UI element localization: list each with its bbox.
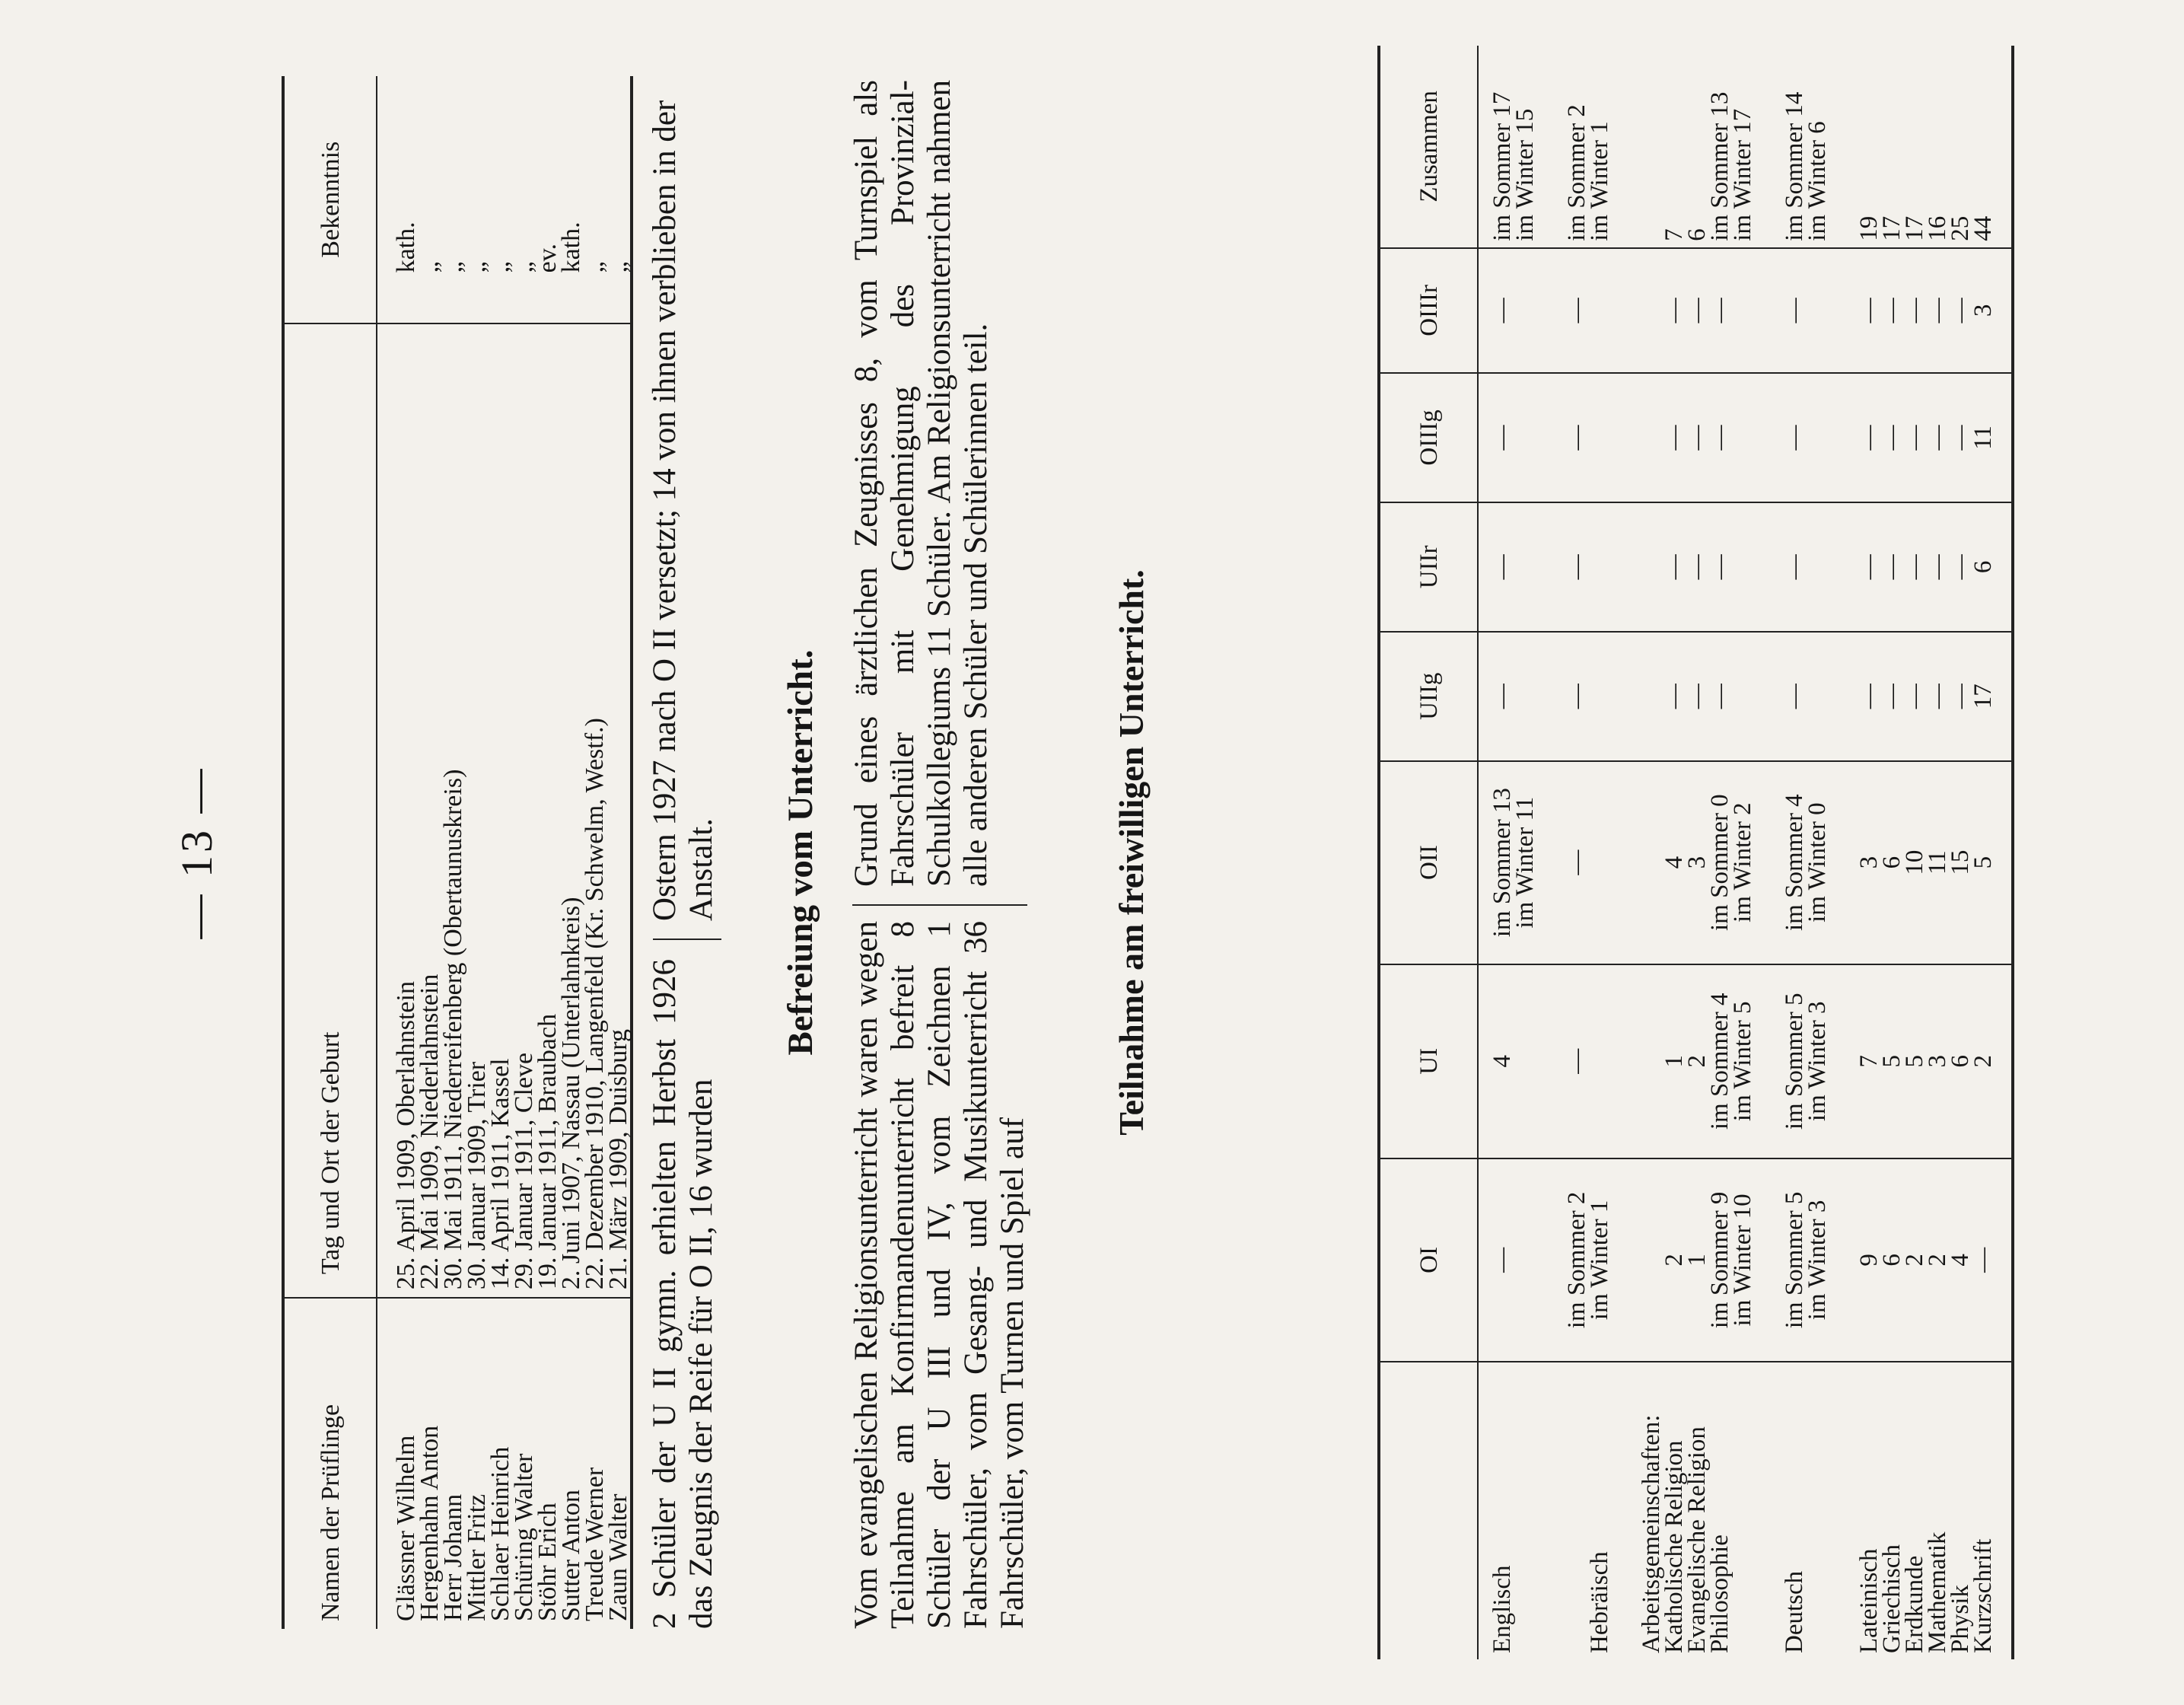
cell-value: 9 <box>1855 1254 1883 1267</box>
cell-OII <box>1628 761 1771 964</box>
cell-value: — <box>1781 554 1808 580</box>
examinee-name: Sutter Anton <box>557 1490 585 1621</box>
cell-OII <box>1478 761 1553 964</box>
subject-label: Griechisch <box>1878 1544 1905 1653</box>
cell-value: — <box>1683 298 1711 323</box>
examinee-name: Stöhr Erich <box>533 1503 562 1621</box>
header-OIIIg: OIIIg <box>1379 373 1478 502</box>
cell-value: 2 <box>1901 1254 1928 1267</box>
cell-OII <box>1845 761 2013 964</box>
cell-value: im Sommer 17 <box>1488 91 1516 241</box>
cell-value: — <box>1660 298 1688 323</box>
cell-UIIg <box>1771 632 1845 761</box>
header-total: Zusammen <box>1379 46 1478 248</box>
cell-OI <box>1478 1158 1553 1362</box>
cell-value <box>1640 768 1663 958</box>
cell-value: 6 <box>1683 228 1711 241</box>
cell-value <box>1640 255 1663 366</box>
paragraph-1-left: 2 Schüler der U II gymn. erhielten Herbst 1926 das Zeugnis der Reife für O II, 16 wurden <box>647 959 719 1629</box>
cell-value: 16 <box>1924 215 1951 241</box>
examinee-birth: 14. April 1911, Kassel <box>486 1058 514 1290</box>
cell-value: — <box>1660 425 1688 451</box>
examinee-confession: „ <box>463 261 491 273</box>
cell-value: 11 <box>1969 425 1997 450</box>
examinee-birth: 21. März 1909, Duisburg <box>604 1028 632 1290</box>
cell-value: — <box>1878 298 1905 323</box>
column-divider <box>852 904 1027 906</box>
subject-label: Physik <box>1947 1585 1974 1653</box>
cell-value: — <box>1947 554 1974 580</box>
cell-value: — <box>1488 298 1516 323</box>
cell-UIIr <box>1771 502 1845 632</box>
cell-value: — <box>1878 425 1905 451</box>
cell-UI <box>1478 964 1553 1158</box>
subject-label: Englisch <box>1488 1565 1516 1653</box>
cell-value: — <box>1901 684 1928 709</box>
cell-value: — <box>1781 425 1808 451</box>
cell-UIIr <box>1553 502 1628 632</box>
cell-OI <box>1771 1158 1845 1362</box>
cell-value: 3 <box>1683 856 1711 869</box>
table-row <box>1553 46 1628 1659</box>
cell-value: 1 <box>1683 1254 1711 1267</box>
cell-UIIg <box>1845 632 2013 761</box>
cell-value: im Winter 1 <box>1586 1200 1613 1321</box>
examinees-table <box>282 76 633 1629</box>
birth-column <box>377 323 632 1298</box>
cell-value: 3 <box>1924 1055 1951 1068</box>
cell-value: im Winter 3 <box>1804 1001 1831 1122</box>
subject-label: Erdkunde <box>1901 1555 1928 1653</box>
cell-value <box>1640 380 1663 496</box>
cell-value: 5 <box>1969 856 1997 869</box>
cell-value: 11 <box>1924 850 1951 875</box>
cell-value: im Sommer 13 <box>1488 788 1516 938</box>
examinee-name: Zaun Walter <box>604 1493 632 1621</box>
cell-value: — <box>1901 554 1928 580</box>
column-divider <box>653 939 721 940</box>
cell-value: im Winter 17 <box>1729 108 1756 241</box>
cell-value: — <box>1781 298 1808 323</box>
examinee-confession: „ <box>604 261 632 273</box>
cell-OIIIr <box>1845 248 2013 373</box>
cell-value: im Winter 10 <box>1729 1194 1756 1327</box>
cell-value: im Winter 6 <box>1804 121 1831 241</box>
cell-UI <box>1628 964 1771 1158</box>
cell-value: 3 <box>1969 304 1997 317</box>
header-subject <box>1379 1362 1478 1659</box>
cell-OIIIg <box>1628 373 1771 502</box>
table-row <box>1845 46 2013 1659</box>
cell-total <box>1553 46 1628 248</box>
cell-value: im Winter 15 <box>1511 108 1539 241</box>
cell-value <box>1640 1165 1663 1355</box>
header-OI: OI <box>1379 1158 1478 1362</box>
header-OIIIr: OIIIr <box>1379 248 1478 373</box>
cell-total <box>1771 46 1845 248</box>
examinee-confession: „ <box>439 261 467 273</box>
cell-OI <box>1845 1158 2013 1362</box>
cell-OII <box>1771 761 1845 964</box>
heading-exemption: Befreiung vom Unterricht. <box>781 649 820 1056</box>
cell-total <box>1628 46 1771 248</box>
cell-value: — <box>1660 684 1688 709</box>
cell-value: — <box>1660 554 1688 580</box>
cell-value: 25 <box>1947 215 1974 241</box>
cell-value: 7 <box>1855 1055 1883 1068</box>
subject-label: Evangelische Religion <box>1683 1426 1711 1653</box>
examinee-name: Mittler Fritz <box>463 1493 491 1621</box>
examinee-birth: 19. Januar 1911, Braubach <box>533 1013 562 1290</box>
subject-label: Deutsch <box>1781 1570 1808 1653</box>
cell-value: 1 <box>1660 1055 1688 1068</box>
cell-UIIr <box>1478 502 1553 632</box>
cell-value: 6 <box>1969 560 1997 574</box>
cell-UI <box>1845 964 2013 1158</box>
cell-value: — <box>1855 554 1883 580</box>
cell-value: — <box>1706 684 1734 709</box>
cell-value: im Winter 0 <box>1804 802 1831 923</box>
subject-label: Mathematik <box>1924 1531 1951 1653</box>
header-names: Namen der Prüflinge <box>283 1298 377 1629</box>
examinee-name: Treude Werner <box>581 1467 609 1621</box>
cell-value: im Sommer 2 <box>1563 1191 1590 1329</box>
cell-value: — <box>1488 554 1516 580</box>
cell-value: — <box>1855 298 1883 323</box>
cell-value: im Winter 1 <box>1586 121 1613 241</box>
cell-value: 17 <box>1969 684 1997 709</box>
header-UI: UI <box>1379 964 1478 1158</box>
cell-value: 7 <box>1660 228 1688 241</box>
cell-value: im Winter 3 <box>1804 1200 1831 1321</box>
page-number: — 13 — <box>172 766 221 939</box>
cell-OIIIg <box>1845 373 2013 502</box>
cell-value: — <box>1488 684 1516 709</box>
cell-value: 4 <box>1947 1254 1974 1267</box>
cell-value: 2 <box>1660 1254 1688 1267</box>
cell-value: — <box>1878 684 1905 709</box>
cell-value: 6 <box>1947 1055 1974 1068</box>
cell-UIIr <box>1628 502 1771 632</box>
subject-label <box>1565 1369 1588 1653</box>
cell-UIIg <box>1628 632 1771 761</box>
table-row <box>1478 46 1553 1659</box>
cell-subject <box>1771 1362 1845 1659</box>
cell-value: 17 <box>1878 215 1905 241</box>
cell-OIIIr <box>1478 248 1553 373</box>
cell-OII <box>1553 761 1628 964</box>
cell-UIIr <box>1845 502 2013 632</box>
examinee-confession: „ <box>415 261 444 273</box>
cell-value: — <box>1901 298 1928 323</box>
examinee-birth: 22. Dezember 1910, Langenfeld (Kr. Schwelm, Westf.) <box>581 718 609 1290</box>
confession-column <box>377 76 632 323</box>
subject-label: Philosophie <box>1706 1534 1734 1653</box>
cell-value: im Sommer 2 <box>1563 104 1590 241</box>
cell-OI <box>1628 1158 1771 1362</box>
cell-value: — <box>1947 298 1974 323</box>
cell-value: — <box>1924 298 1951 323</box>
examinee-name: Schüring Walter <box>510 1453 538 1621</box>
cell-value: — <box>1563 425 1590 451</box>
cell-value <box>1640 509 1663 625</box>
cell-value: im Winter 5 <box>1729 1001 1756 1122</box>
cell-value: 3 <box>1855 856 1883 869</box>
cell-value: 5 <box>1901 1055 1928 1068</box>
cell-OIIIg <box>1478 373 1553 502</box>
cell-value: im Sommer 5 <box>1781 1191 1808 1329</box>
cell-value: — <box>1924 425 1951 451</box>
cell-OI <box>1553 1158 1628 1362</box>
cell-value: — <box>1706 425 1734 451</box>
cell-value: — <box>1488 1247 1516 1273</box>
cell-value: 5 <box>1878 1055 1905 1068</box>
cell-value: — <box>1563 684 1590 709</box>
cell-value: 19 <box>1855 215 1883 241</box>
cell-total <box>1845 46 2013 248</box>
cell-UIIg <box>1553 632 1628 761</box>
cell-OIIIg <box>1553 373 1628 502</box>
cell-subject <box>1628 1362 1771 1659</box>
examinee-birth: 30. Mai 1911, Niederreifenberg (Obertaunuskreis) <box>439 769 467 1290</box>
subject-label: Katholische Religion <box>1660 1440 1688 1653</box>
cell-UI <box>1553 964 1628 1158</box>
cell-value: 44 <box>1969 215 1997 241</box>
cell-value: im Sommer 0 <box>1706 794 1734 931</box>
examinee-name: Hergenhahn Anton <box>415 1425 444 1621</box>
cell-value: 2 <box>1969 1055 1997 1068</box>
paragraph-1-right: Ostern 1927 nach O II versetzt; 14 von ihnen verblieben in der Anstalt. <box>647 100 719 921</box>
cell-UI <box>1771 964 1845 1158</box>
cell-subject <box>1845 1362 2013 1659</box>
names-column <box>377 1298 632 1629</box>
cell-value: — <box>1706 298 1734 323</box>
cell-value: — <box>1706 554 1734 580</box>
cell-value: — <box>1924 684 1951 709</box>
examinee-confession: „ <box>581 261 609 273</box>
cell-value: 6 <box>1878 856 1905 869</box>
cell-value: — <box>1855 425 1883 451</box>
cell-value: — <box>1563 298 1590 323</box>
table-row <box>1771 46 1845 1659</box>
cell-value: — <box>1563 849 1590 875</box>
cell-value: 4 <box>1660 856 1688 869</box>
cell-value: — <box>1563 554 1590 580</box>
header-UIIg: UIIg <box>1379 632 1478 761</box>
cell-value: — <box>1947 425 1974 451</box>
cell-OIIIr <box>1553 248 1628 373</box>
cell-value: im Sommer 4 <box>1781 794 1808 931</box>
cell-UIIg <box>1478 632 1553 761</box>
cell-value: — <box>1781 684 1808 709</box>
heading-voluntary: Teilnahme am freiwilligen Unterricht. <box>1112 569 1151 1136</box>
cell-value: im Sommer 9 <box>1706 1191 1734 1329</box>
examinee-confession: ev. <box>533 244 562 273</box>
cell-value: im Winter 2 <box>1729 802 1756 923</box>
cell-value <box>1640 639 1663 754</box>
cell-value: 17 <box>1901 215 1928 241</box>
examinee-birth: 25. April 1909, Oberlahnstein <box>392 981 420 1290</box>
examinee-birth: 22. Mai 1909, Niederlahnstein <box>415 974 444 1290</box>
subject-label: Kurzschrift <box>1969 1538 1997 1653</box>
cell-value: im Sommer 13 <box>1706 91 1734 241</box>
cell-OIIIr <box>1628 248 1771 373</box>
cell-value: — <box>1947 684 1974 709</box>
cell-value: — <box>1969 1247 1997 1273</box>
header-UIIr: UIIr <box>1379 502 1478 632</box>
cell-subject <box>1478 1362 1553 1659</box>
cell-value: 4 <box>1488 1055 1516 1068</box>
header-OII: OII <box>1379 761 1478 964</box>
voluntary-lessons-table <box>1377 46 2014 1659</box>
cell-value: 15 <box>1947 849 1974 875</box>
examinee-confession: „ <box>510 261 538 273</box>
cell-value: — <box>1878 554 1905 580</box>
cell-value: — <box>1901 425 1928 451</box>
cell-OIIIr <box>1771 248 1845 373</box>
examinee-birth: 29. Januar 1911, Cleve <box>510 1052 538 1290</box>
examinee-confession: kath. <box>557 221 585 273</box>
cell-value: 10 <box>1901 849 1928 875</box>
cell-value: — <box>1683 425 1711 451</box>
header-confession: Bekenntnis <box>283 76 377 323</box>
examinee-confession: kath. <box>392 221 420 273</box>
examinee-confession: „ <box>486 261 514 273</box>
subject-label: Lateinisch <box>1855 1548 1883 1653</box>
examinee-name: Glässner Wilhelm <box>392 1435 420 1621</box>
cell-value: — <box>1683 684 1711 709</box>
cell-value: im Sommer 4 <box>1706 993 1734 1130</box>
cell-value: — <box>1924 554 1951 580</box>
subject-label: Hebräisch <box>1586 1551 1613 1653</box>
examinee-birth: 2. Juni 1907, Nassau (Unterlahnkreis) <box>557 897 585 1290</box>
cell-value: im Winter 11 <box>1511 796 1539 929</box>
cell-value: — <box>1683 554 1711 580</box>
cell-value: im Sommer 5 <box>1781 993 1808 1130</box>
cell-total <box>1478 46 1553 248</box>
paragraph-2-left: Vom evangelischen Religionsunterricht waren wegen Teilnahme am Konfirmandenunterricht befreit 8 Schüler der U III und IV, vom Zeichnen 1 Fahrschüler, vom Gesang- und Musikunterricht 36 Fahrschüler, vom Turnen und Spiel auf <box>848 921 1030 1629</box>
cell-value: — <box>1488 425 1516 451</box>
cell-value <box>1640 52 1663 241</box>
cell-value: — <box>1563 1048 1590 1074</box>
cell-value <box>1640 971 1663 1152</box>
cell-subject <box>1553 1362 1628 1659</box>
cell-OIIIg <box>1771 373 1845 502</box>
paragraph-2-right: Grund eines ärztlichen Zeugnisses 8, vom Turnspiel als Fahrschüler mit Genehmigung des Provinzial-Schulkollegiums 11 Schüler. Am Religionsunterricht nahmen alle anderen Schüler und Schülerinnen teil. <box>848 80 994 887</box>
cell-value: — <box>1855 684 1883 709</box>
table-row <box>1628 46 1771 1659</box>
cell-value: 2 <box>1683 1055 1711 1068</box>
cell-value: im Sommer 14 <box>1781 91 1808 241</box>
examinee-name: Herr Johann <box>439 1493 467 1621</box>
examinee-birth: 30. Januar 1909, Trier <box>463 1061 491 1290</box>
subject-label: Arbeitsgemeinschaften: <box>1638 1414 1665 1653</box>
cell-value: 6 <box>1878 1254 1905 1267</box>
header-birth: Tag und Ort der Geburt <box>283 323 377 1298</box>
cell-value: 2 <box>1924 1254 1951 1267</box>
examinee-name: Schlaer Heinrich <box>486 1446 514 1621</box>
